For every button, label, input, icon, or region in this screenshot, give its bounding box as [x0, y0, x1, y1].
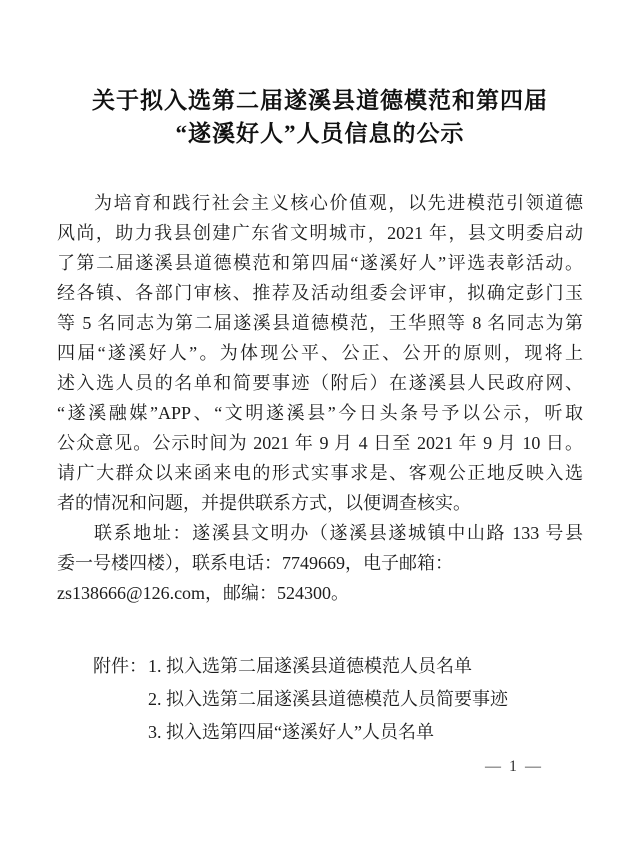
body-line: 联系地址：遂溪县文明办（遂溪县遂城镇中山路 133 号县	[94, 523, 583, 543]
body-line: 了第二届遂溪县道德模范和第四届“遂溪好人”评选表彰活动。	[57, 253, 583, 273]
attachment-item: 2. 拟入选第二届遂溪县道德模范人员简要事迹	[148, 689, 508, 709]
body-line: 四届“遂溪好人”。为体现公平、公正、公开的原则，现将上	[57, 343, 583, 363]
document-title-line-1: 关于拟入选第二届遂溪县道德模范和第四届	[92, 88, 548, 113]
attachment-label: 附件：	[93, 656, 147, 676]
document-body	[57, 188, 583, 608]
attachment-item: 3. 拟入选第四届“遂溪好人”人员名单	[148, 722, 434, 742]
body-line: “遂溪融媒”APP、“文明遂溪县”今日头条号予以公示，听取	[57, 403, 583, 423]
document-title	[0, 84, 640, 150]
body-line: 公众意见。公示时间为 2021 年 9 月 4 日至 2021 年 9 月 10 日。	[57, 433, 583, 453]
body-line: 为培育和践行社会主义核心价值观，以先进模范引领道德	[94, 193, 583, 213]
body-line: 等 5 名同志为第二届遂溪县道德模范，王华照等 8 名同志为第	[57, 313, 583, 333]
body-line: 者的情况和问题，并提供联系方式，以便调查核实。	[57, 493, 471, 513]
attachment-item: 1. 拟入选第二届遂溪县道德模范人员名单	[148, 656, 472, 676]
body-line: 风尚，助力我县创建广东省文明城市，2021 年，县文明委启动	[57, 223, 583, 243]
attachment-list	[57, 650, 583, 749]
body-line: 请广大群众以来函来电的形式实事求是、客观公正地反映入选	[57, 463, 583, 483]
document-title-line-2: “遂溪好人”人员信息的公示	[175, 121, 465, 146]
page-number: — 1 —	[485, 758, 543, 775]
body-line: zs138666@126.com，邮编：524300。	[57, 583, 350, 603]
body-line: 委一号楼四楼），联系电话：7749669，电子邮箱：	[57, 553, 453, 573]
body-line: 经各镇、各部门审核、推荐及活动组委会评审，拟确定彭门玉	[57, 283, 583, 303]
body-line: 述入选人员的名单和简要事迹（附后）在遂溪县人民政府网、	[57, 373, 583, 393]
